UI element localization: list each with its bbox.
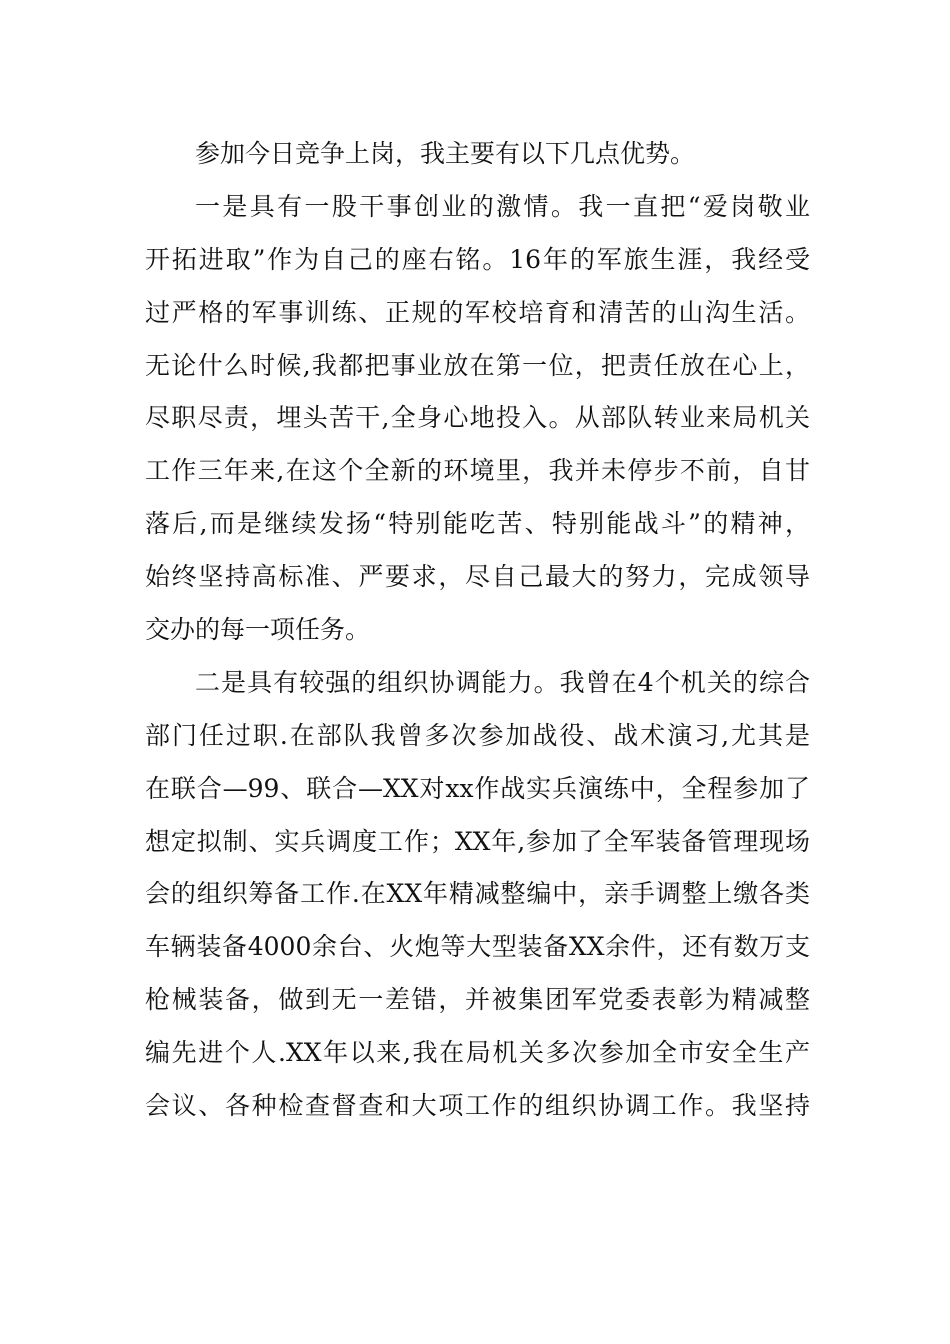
text-line: 枪械装备，做到无一差错，并被集团军党委表彰为精减整: [145, 985, 810, 1015]
text-line: 会议、各种检查督查和大项工作的组织协调工作。我坚持: [145, 1091, 810, 1121]
text-line: 交办的每一项任务。: [145, 615, 371, 645]
text-line: 工作三年来,在这个全新的环境里，我并未停步不前，自甘: [145, 456, 810, 486]
text-line: 车辆装备4000余台、火炮等大型装备XX余件，还有数万支: [145, 932, 810, 962]
text-line: 二是具有较强的组织协调能力。我曾在4个机关的综合: [195, 667, 810, 697]
text-line: 一是具有一股干事创业的激情。我一直把“爱岗敬业: [195, 191, 810, 221]
text-line: 过严格的军事训练、正规的军校培育和清苦的山沟生活。: [145, 297, 810, 327]
text-line: 无论什么时候,我都把事业放在第一位，把责任放在心上，: [145, 350, 810, 380]
text-line: 参加今日竞争上岗，我主要有以下几点优势。: [195, 139, 696, 168]
text-line: 尽职尽责，埋头苦干,全身心地投入。从部队转业来局机关: [145, 403, 810, 433]
text-line: 落后,而是继续发扬“特别能吃苦、特别能战斗”的精神，: [145, 509, 810, 539]
text-line: 会的组织筹备工作.在XX年精减整编中，亲手调整上缴各类: [145, 879, 810, 909]
text-line: 在联合—99、联合—XX对xx作战实兵演练中，全程参加了: [145, 773, 810, 803]
text-line: 部门任过职.在部队我曾多次参加战役、战术演习,尤其是: [145, 720, 810, 750]
text-line: 开拓进取”作为自己的座右铭。16年的军旅生涯，我经受: [145, 244, 810, 274]
document-body: [145, 128, 810, 1133]
text-line: 编先进个人.XX年以来,我在局机关多次参加全市安全生产: [145, 1038, 810, 1068]
text-line: 想定拟制、实兵调度工作；XX年,参加了全军装备管理现场: [145, 826, 810, 856]
text-line: 始终坚持高标准、严要求，尽自己最大的努力，完成领导: [145, 562, 810, 592]
